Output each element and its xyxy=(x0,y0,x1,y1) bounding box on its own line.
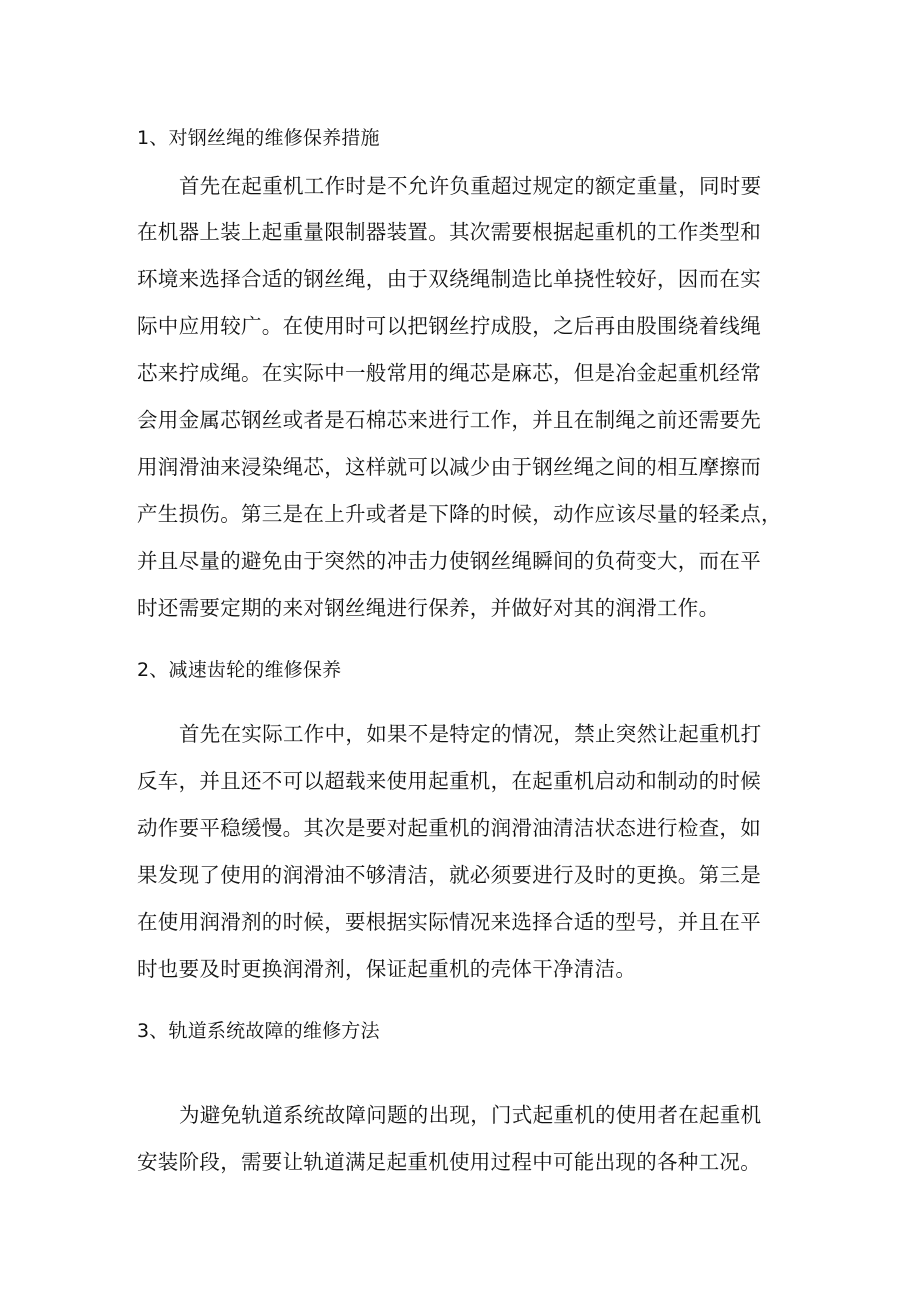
section-3-heading: 3、轨道系统故障的维修方法 xyxy=(137,1020,380,1042)
paragraph-line: 芯来拧成绳。在实际中一般常用的绳芯是麻芯，但是冶金起重机经常 xyxy=(137,361,761,385)
paragraph-line: 安装阶段，需要让轨道满足起重机使用过程中可能出现的各种工况。 xyxy=(137,1150,761,1174)
paragraph-line: 际中应用较广。在使用时可以把钢丝拧成股，之后再由股围绕着线绳 xyxy=(137,314,761,338)
paragraph-line: 在机器上装上起重量限制器装置。其次需要根据起重机的工作类型和 xyxy=(137,220,761,244)
paragraph-line: 会用金属芯钢丝或者是石棉芯来进行工作，并且在制绳之前还需要先 xyxy=(137,408,761,432)
paragraph-line: 动作要平稳缓慢。其次是要对起重机的润滑油清洁状态进行检查，如 xyxy=(137,816,761,840)
paragraph-line: 并且尽量的避免由于突然的冲击力使钢丝绳瞬间的负荷变大，而在平 xyxy=(137,549,761,573)
paragraph-line: 时还需要定期的来对钢丝绳进行保养，并做好对其的润滑工作。 xyxy=(137,596,720,620)
paragraph-line: 产生损伤。第三是在上升或者是下降的时候，动作应该尽量的轻柔点， xyxy=(137,502,782,526)
paragraph-line: 环境来选择合适的钢丝绳，由于双绕绳制造比单挠性较好，因而在实 xyxy=(137,267,761,291)
paragraph-line: 在使用润滑剂的时候，要根据实际情况来选择合适的型号，并且在平 xyxy=(137,910,761,934)
section-1-heading: 1、对钢丝绳的维修保养措施 xyxy=(137,127,380,149)
paragraph-line: 为避免轨道系统故障问题的出现，门式起重机的使用者在起重机 xyxy=(179,1103,762,1127)
paragraph-line: 果发现了使用的润滑油不够清洁，就必须要进行及时的更换。第三是 xyxy=(137,863,761,887)
paragraph-line: 首先在起重机工作时是不允许负重超过规定的额定重量，同时要 xyxy=(179,174,762,198)
paragraph-line: 反车，并且还不可以超载来使用起重机，在起重机启动和制动的时候 xyxy=(137,769,761,793)
paragraph-line: 首先在实际工作中，如果不是特定的情况，禁止突然让起重机打 xyxy=(179,722,762,746)
paragraph-line: 时也要及时更换润滑剂，保证起重机的壳体干净清洁。 xyxy=(137,957,637,981)
paragraph-line: 用润滑油来浸染绳芯，这样就可以减少由于钢丝绳之间的相互摩擦而 xyxy=(137,455,761,479)
section-2-heading: 2、减速齿轮的维修保养 xyxy=(137,659,342,681)
